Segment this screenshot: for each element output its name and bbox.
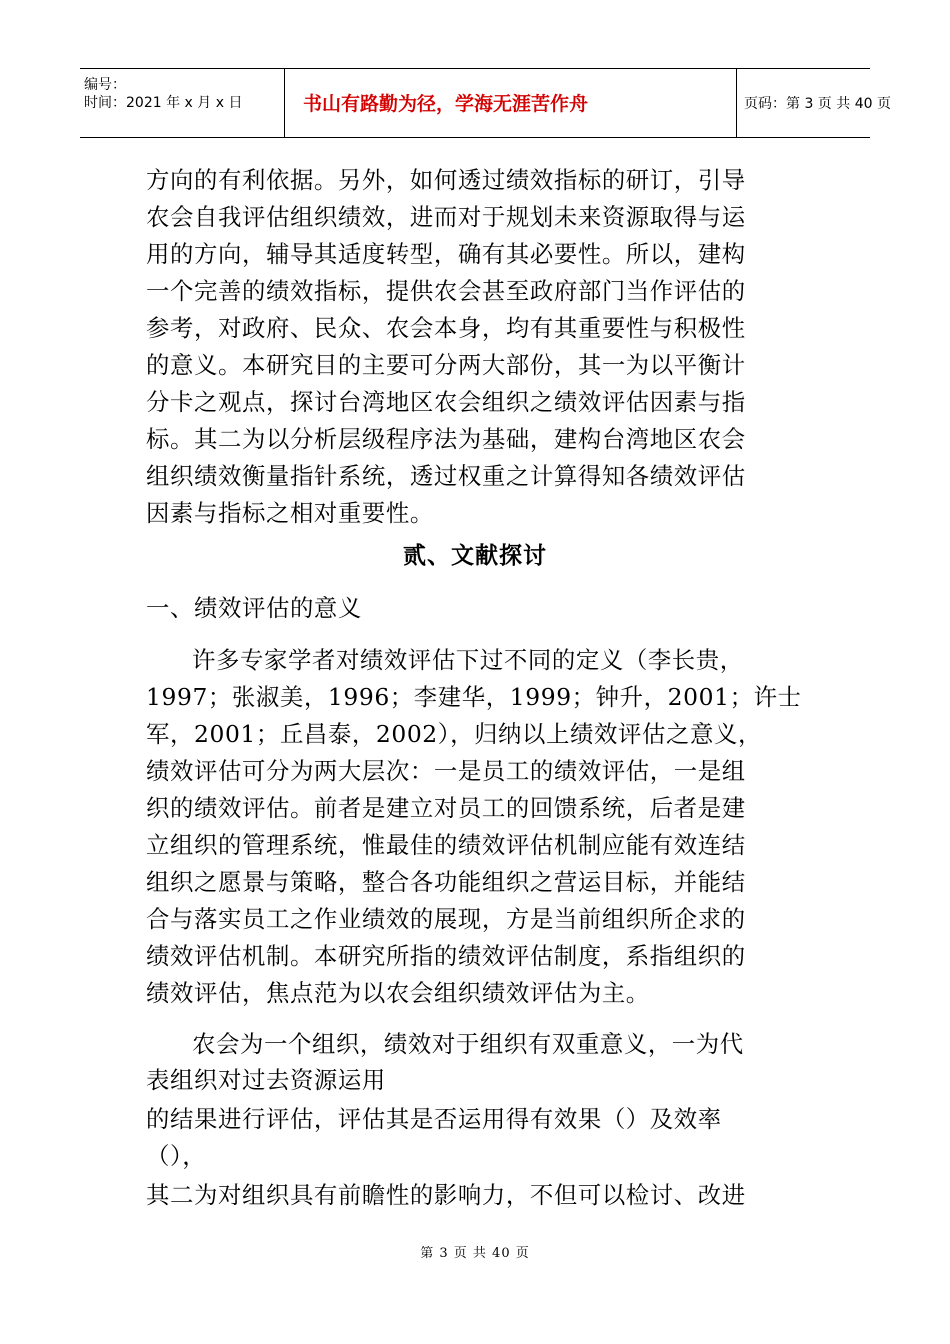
text-line: 织的绩效评估。前者是建立对员工的回馈系统，后者是建 [146, 794, 746, 822]
header-page-info: 页码：第 3 页 共 40 页 [744, 96, 891, 112]
text-line: 绩效评估，焦点范为以农会组织绩效评估为主。 [146, 979, 650, 1007]
text-line: 绩效评估可分为两大层次：一是员工的绩效评估，一是组 [146, 757, 746, 785]
text-line: 分卡之观点，探讨台湾地区农会组织之绩效评估因素与指 [146, 388, 746, 416]
subsection-title: 一、绩效评估的意义 [146, 594, 362, 622]
text-line: 农会为一个组织，绩效对于组织有双重意义，一为代 [192, 1030, 744, 1058]
text-line: 的意义。本研究目的主要可分两大部份，其一为以平衡计 [146, 351, 746, 379]
text-line: 参考，对政府、民众、农会本身，均有其重要性与积极性 [146, 314, 746, 342]
text-line: 许多专家学者对绩效评估下过不同的定义（李长贵， [192, 646, 744, 674]
text-line: 方向的有利依据。另外，如何透过绩效指标的研订，引导 [146, 166, 746, 194]
text-line: 标。其二为以分析层级程序法为基础，建构台湾地区农会 [146, 425, 746, 453]
text-line: 一个完善的绩效指标，提供农会甚至政府部门当作评估的 [146, 277, 746, 305]
text-line: 的结果进行评估，评估其是否运用得有效果（）及效率 [146, 1105, 722, 1133]
header-meta-cell [80, 69, 284, 137]
document-number-label: 编号： [84, 77, 126, 93]
text-line: 1997；张淑美，1996；李建华，1999；钟升，2001；许士 [146, 683, 802, 711]
text-line: （）， [146, 1142, 207, 1170]
text-line: 立组织的管理系统，惟最佳的绩效评估机制应能有效连结 [146, 831, 746, 859]
text-line: 因素与指标之相对重要性。 [146, 499, 434, 527]
text-line: 军，2001；丘昌泰，2002），归纳以上绩效评估之意义， [146, 720, 762, 748]
text-line: 其二为对组织具有前瞻性的影响力，不但可以检讨、改进 [146, 1181, 746, 1209]
header-motto-cell [284, 69, 737, 137]
section-title: 贰、文献探讨 [403, 543, 547, 569]
text-line: 组织之愿景与策略，整合各功能组织之营运目标，并能结 [146, 868, 746, 896]
text-line: 组织绩效衡量指针系统，透过权重之计算得知各绩效评估 [146, 462, 746, 490]
document-time-label: 时间：2021 年 x 月 x 日 [84, 95, 243, 111]
text-line: 用的方向，辅导其适度转型，确有其必要性。所以，建构 [146, 240, 746, 268]
text-line: 农会自我评估组织绩效，进而对于规划未来资源取得与运 [146, 203, 746, 231]
text-line: 合与落实员工之作业绩效的展现，方是当前组织所企求的 [146, 905, 746, 933]
header-page-cell [736, 69, 891, 137]
text-line: 绩效评估机制。本研究所指的绩效评估制度，系指组织的 [146, 942, 746, 970]
text-line: 表组织对过去资源运用 [146, 1066, 386, 1094]
page-header [80, 68, 891, 138]
header-motto: 书山有路勤为径，学海无涯苦作舟 [303, 93, 589, 115]
page-footer: 第 3 页 共 40 页 [420, 1246, 530, 1261]
